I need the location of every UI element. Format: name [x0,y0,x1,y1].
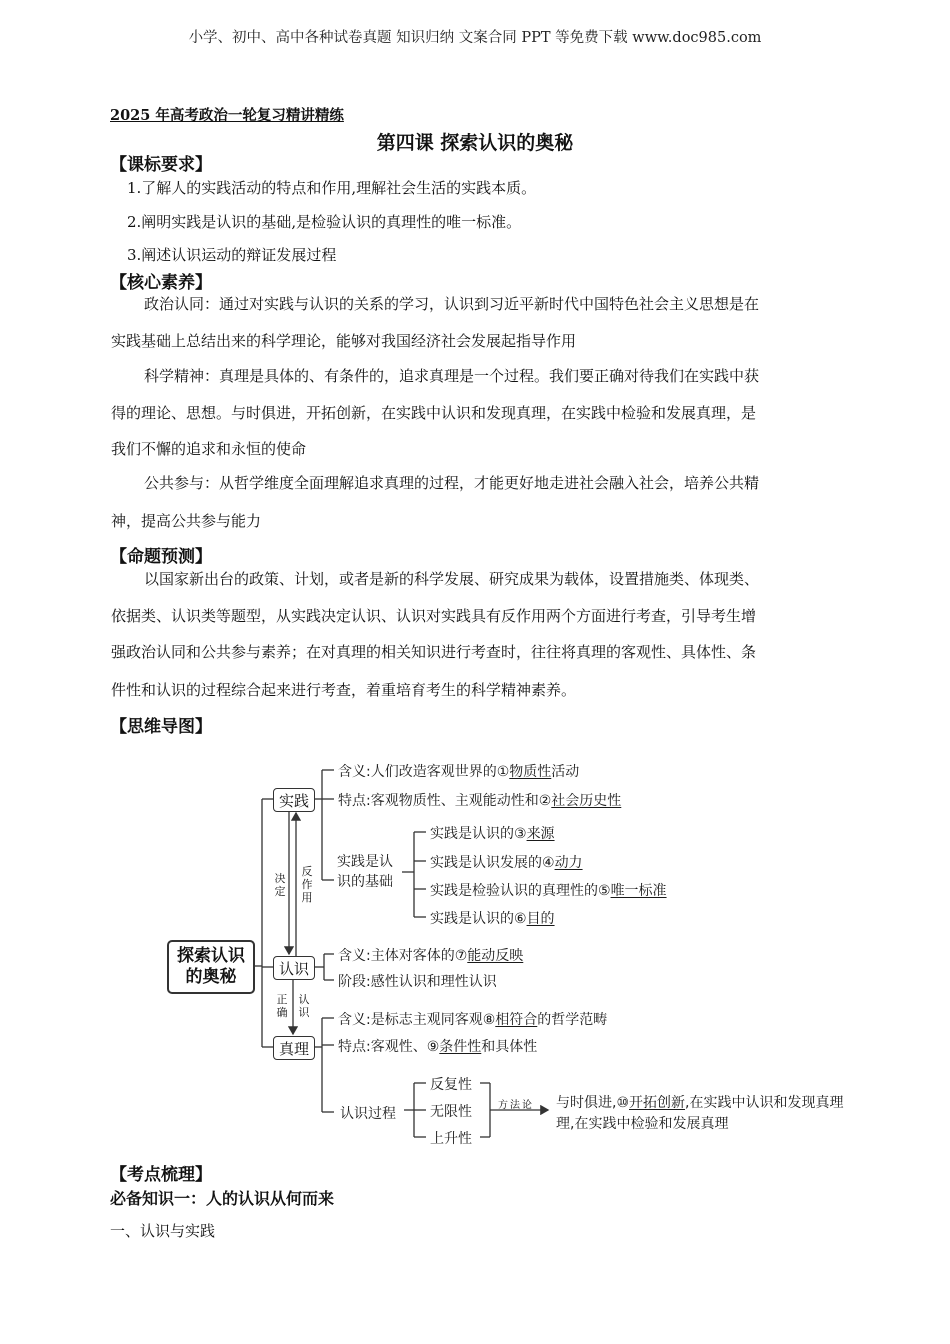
practice-meaning: 含义:人们改造客观世界的①物质性活动 [338,764,580,780]
page-title: 第四课 探索认识的奥秘 [376,132,574,154]
label-knows: 认识 [298,993,310,1019]
truth-feature: 特点:客观性、⑨条件性和具体性 [338,1039,538,1055]
answer-2: 社会历史性 [551,793,622,809]
literacy-heading: 【核心素养】 [110,273,212,293]
practice-basis-label: 实践是认 识的基础 [337,854,393,890]
node-practice: 实践 [273,788,315,812]
literacy-line: 神，提高公共参与能力 [111,512,262,530]
answer-1: 物质性 [509,764,552,780]
prediction-heading: 【命题预测】 [110,547,212,567]
truth-process-label: 认识过程 [340,1106,396,1122]
literacy-line: 公共参与：从哲学维度全面理解追求真理的过程，才能更好地走进社会融入社会，培养公共精 [144,474,760,492]
answer-8: 相符合 [495,1012,538,1028]
curriculum-item: 1.了解人的实践活动的特点和作用,理解社会生活的实践本质。 [127,179,537,197]
basis-item: 实践是认识发展的④动力 [430,855,583,871]
curriculum-heading: 【课标要求】 [110,155,212,175]
basis-item: 实践是认识的③来源 [430,826,555,842]
label-correct: 正确 [276,993,288,1019]
curriculum-item: 2.阐明实践是认识的基础,是检验认识的真理性的唯一标准。 [127,213,522,231]
prediction-line: 以国家新出台的政策、计划，或者是新的科学发展、研究成果为载体，设置措施类、体现类、 [144,570,760,588]
process-item: 无限性 [430,1104,472,1120]
methodology-label: 方法论 [498,1100,534,1111]
literacy-line: 得的理论、思想。与时俱进，开拓创新，在实践中认识和发现真理，在实践中检验和发展真理，是 [111,404,757,422]
mindmap-root [167,940,255,994]
answer-10: 开拓创新 [629,1095,686,1111]
cognition-meaning: 含义:主体对客体的⑦能动反映 [338,948,524,964]
node-cognition: 认识 [273,956,315,980]
prediction-line: 依据类、认识类等题型，从实践决定认识、认识对实践具有反作用两个方面进行考查，引导考生增 [111,607,757,625]
process-item: 反复性 [430,1077,472,1093]
mindmap-root-line: 的奥秘 [185,967,237,987]
section-one-title: 一、认识与实践 [110,1222,216,1240]
answer-9: 条件性 [439,1039,482,1055]
literacy-line: 政治认同：通过对实践与认识的关系的学习，认识到习近平新时代中国特色社会主义思想是在 [144,295,760,313]
answer-4: 动力 [554,855,583,871]
practice-feature: 特点:客观物质性、主观能动性和②社会历史性 [338,793,622,809]
literacy-line: 科学精神：真理是具体的、有条件的，追求真理是一个过程。我们要正确对待我们在实践中获 [144,367,760,385]
truth-meaning: 含义:是标志主观同客观⑧相符合的哲学范畴 [338,1012,608,1028]
label-reacts: 反作用 [301,865,313,904]
literacy-line: 实践基础上总结出来的科学理论，能够对我国经济社会发展起指导作用 [111,332,577,350]
review-heading: 【考点梳理】 [110,1165,212,1185]
label-decides: 决定 [274,872,286,898]
basis-item: 实践是认识的⑥目的 [430,911,555,927]
prediction-line: 件性和认识的过程综合起来进行考查，着重培育考生的科学精神素养。 [111,681,577,699]
prediction-line: 强政治认同和公共参与素养；在对真理的相关知识进行考查时，往往将真理的客观性、具体性、条 [111,643,757,661]
answer-3: 来源 [526,826,555,842]
answer-6: 目的 [526,911,555,927]
basis-item: 实践是检验认识的真理性的⑤唯一标准 [430,883,667,899]
page-banner: 小学、初中、高中各种试卷真题 知识归纳 文案合同 PPT 等免费下载 www.doc985.com [188,30,762,46]
truth-conclusion-line2: 理,在实践中检验和发展真理 [556,1116,729,1132]
mindmap-heading: 【思维导图】 [110,717,212,737]
document-subtitle: 2025 年高考政治一轮复习精讲精练 [110,107,344,124]
truth-conclusion: 与时俱进,⑩开拓创新,在实践中认识和发现真理 [556,1095,844,1111]
curriculum-item: 3.阐述认识运动的辩证发展过程 [127,246,337,264]
cognition-stages: 阶段:感性认识和理性认识 [338,974,497,990]
answer-7: 能动反映 [467,948,524,964]
knowledge-title: 必备知识一：人的认识从何而来 [110,1189,335,1208]
answer-5: 唯一标准 [610,883,667,899]
node-truth: 真理 [273,1036,315,1060]
literacy-line: 我们不懈的追求和永恒的使命 [111,440,307,458]
mindmap-root-line: 探索认识 [177,946,245,966]
process-item: 上升性 [430,1131,472,1147]
